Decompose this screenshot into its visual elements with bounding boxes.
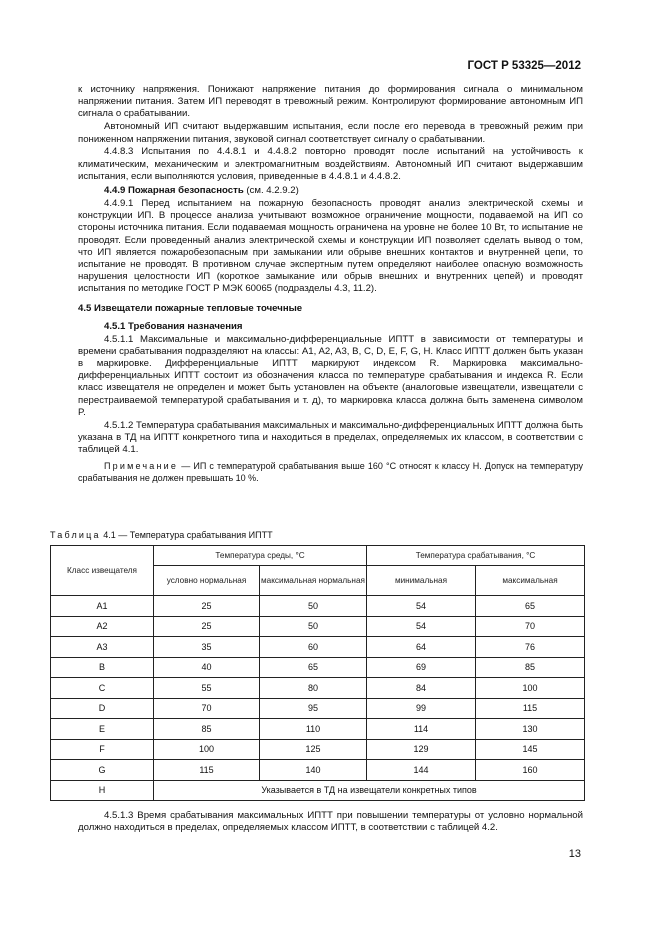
header-class: Класс извещателя	[51, 546, 154, 596]
cell-maxnorm: 50	[260, 596, 367, 617]
cell-max: 160	[476, 760, 585, 781]
body-text-after-table	[78, 810, 583, 835]
cell-max: 130	[476, 719, 585, 740]
response-temperature-table	[50, 545, 585, 801]
cell-maxnorm: 110	[260, 719, 367, 740]
cell-max: 115	[476, 698, 585, 719]
paragraph: 4.5.1.1 Максимальные и максимально-дифференциальные ИПТТ в зависимости от температуры и времени срабатывания подразделяют на классы: A1, A2, A3, B, C, D, E, F, G, H. Класс ИПТТ должен быть указан в маркировке. Дифференциальные ИПТТ маркируют индексом R. Маркировка максимально-дифференциальных ИПТТ состоит из обозначения класса по температуре срабатывания и индекса R. Если класс извещателя не определен и может быть установлен на объекте (аналоговые извещатели, извещатели с перестраиваемой температурой срабатывания и т. д), то маркировка класса должна быть заменена символом P.	[78, 333, 583, 418]
note	[78, 460, 583, 484]
cell-max: 85	[476, 657, 585, 678]
document-header: ГОСТ Р 53325—2012	[467, 60, 581, 72]
header-conditionally-normal: условно нормальная	[154, 566, 260, 596]
cell-class: H	[51, 780, 154, 801]
cell-cond: 85	[154, 719, 260, 740]
paragraph: 4.4.8.3 Испытания по 4.4.8.1 и 4.4.8.2 повторно проводят после испытаний на устойчивость к климатическим, механическим и электромагнитным воздействиям. Автономный ИП считают выдержавшим испытания, если выполняются условия, приведенные в 4.4.8.1 и 4.4.8.2.	[78, 146, 583, 182]
cell-class: A2	[51, 616, 154, 637]
cell-cond: 35	[154, 637, 260, 658]
table-caption-label: Таблица	[50, 530, 101, 540]
subsection-heading-title: 4.4.9 Пожарная безопасность	[104, 185, 244, 196]
cell-class: E	[51, 719, 154, 740]
cell-min: 144	[367, 760, 476, 781]
cell-class: D	[51, 698, 154, 719]
cell-max: 76	[476, 637, 585, 658]
cell-class: F	[51, 739, 154, 760]
paragraph: 4.5.1.2 Температура срабатывания максимальных и максимально-дифференциальных ИПТТ должна быть указана в ТД на ИПТТ конкретного типа и находиться в пределах, определяемых их классом, в соответствии с таблицей 4.1.	[78, 419, 583, 456]
cell-max: 65	[476, 596, 585, 617]
cell-maxnorm: 95	[260, 698, 367, 719]
cell-maxnorm: 50	[260, 616, 367, 637]
subsection-heading: 4.5.1 Требования назначения	[104, 320, 243, 332]
header-response-temperature: Температура срабатывания, °С	[367, 546, 585, 566]
table-row	[51, 616, 585, 637]
header-minimum: минимальная	[367, 566, 476, 596]
cell-class: C	[51, 678, 154, 699]
cell-max: 100	[476, 678, 585, 699]
paragraph: Автономный ИП считают выдержавшим испытания, если после его перевода в тревожный режим при пониженном напряжении питания, звуковой сигнал соответствует сигналу о срабатывании.	[78, 121, 583, 145]
table-row	[51, 739, 585, 760]
table-caption-text: 4.1 — Температура срабатывания ИПТТ	[100, 530, 273, 540]
cell-maxnorm: 60	[260, 637, 367, 658]
cell-min: 64	[367, 637, 476, 658]
paragraph: 4.5.1.3 Время срабатывания максимальных ИПТТ при повышении температуры от условно нормальной должно находиться в пределах, определяемых классом ИПТТ, в соответствии с таблицей 4.2.	[78, 810, 583, 834]
table-row	[51, 780, 585, 801]
paragraph: 4.4.9.1 Перед испытанием на пожарную безопасность проводят анализ электрической схемы и конструкции ИП. В процессе анализа учитывают возможное ограничение мощности, подаваемой на ИП со стороны источника питания. Если подаваемая мощность ограничена на уровне не более 10 Вт, то испытание не проводят. Если проведенный анализ электрической схемы и конструкции ИП позволяет сделать вывод о том, что ИП является пожаробезопасным при замыкании или обрыве внешних контактов и внутренней цепи, то испытание не проводят. В противном случае экспертным путем определяют наиболее опасную возможность нарушения целостности ИП (короткое замыкание или обрыв внешних и внутренних цепей) и проводят испытания по методике ГОСТ Р МЭК 60065 (подразделы 4.3, 11.2).	[78, 197, 583, 295]
subsection-heading-ref: (см. 4.2.9.2)	[243, 185, 299, 196]
table-body	[51, 596, 585, 801]
note-text: — ИП с температурой срабатывания выше 160 °С относят к классу H. Допуск на температуру срабатывания не должен превышать 10 %.	[78, 461, 583, 484]
cell-min: 114	[367, 719, 476, 740]
table-row	[51, 637, 585, 658]
table-row	[51, 657, 585, 678]
page-number: 13	[568, 848, 581, 860]
cell-maxnorm: 65	[260, 657, 367, 678]
cell-note: Указывается в ТД на извещатели конкретных типов	[154, 780, 585, 801]
section-heading: 4.5 Извещатели пожарные тепловые точечные	[78, 302, 303, 314]
paragraph: к источнику напряжения. Понижают напряжение питания до формирования сигнала о минимальном напряжении питания. Затем ИП переводят в тревожный режим. Контролируют формирование автономным ИП сигнала о срабатывании.	[78, 84, 583, 120]
cell-min: 54	[367, 596, 476, 617]
cell-cond: 40	[154, 657, 260, 678]
table-row	[51, 698, 585, 719]
table-row	[51, 678, 585, 699]
cell-cond: 55	[154, 678, 260, 699]
cell-min: 129	[367, 739, 476, 760]
cell-class: A1	[51, 596, 154, 617]
table-row	[51, 719, 585, 740]
cell-cond: 70	[154, 698, 260, 719]
body-text	[78, 84, 583, 485]
cell-cond: 25	[154, 596, 260, 617]
cell-max: 70	[476, 616, 585, 637]
cell-cond: 115	[154, 760, 260, 781]
cell-class: B	[51, 657, 154, 678]
cell-maxnorm: 140	[260, 760, 367, 781]
cell-cond: 25	[154, 616, 260, 637]
cell-max: 145	[476, 739, 585, 760]
cell-min: 99	[367, 698, 476, 719]
subsection-heading	[78, 185, 583, 197]
table-row	[51, 760, 585, 781]
cell-maxnorm: 125	[260, 739, 367, 760]
header-ambient-temperature: Температура среды, °С	[154, 546, 367, 566]
cell-class: G	[51, 760, 154, 781]
header-maximum: максимальная	[476, 566, 585, 596]
cell-min: 54	[367, 616, 476, 637]
cell-cond: 100	[154, 739, 260, 760]
cell-min: 84	[367, 678, 476, 699]
cell-class: A3	[51, 637, 154, 658]
cell-min: 69	[367, 657, 476, 678]
note-label: Примечание	[104, 461, 179, 472]
table-row	[51, 596, 585, 617]
table-caption	[50, 530, 273, 540]
cell-maxnorm: 80	[260, 678, 367, 699]
header-maximum-normal: максимальная нормальная	[260, 566, 367, 596]
